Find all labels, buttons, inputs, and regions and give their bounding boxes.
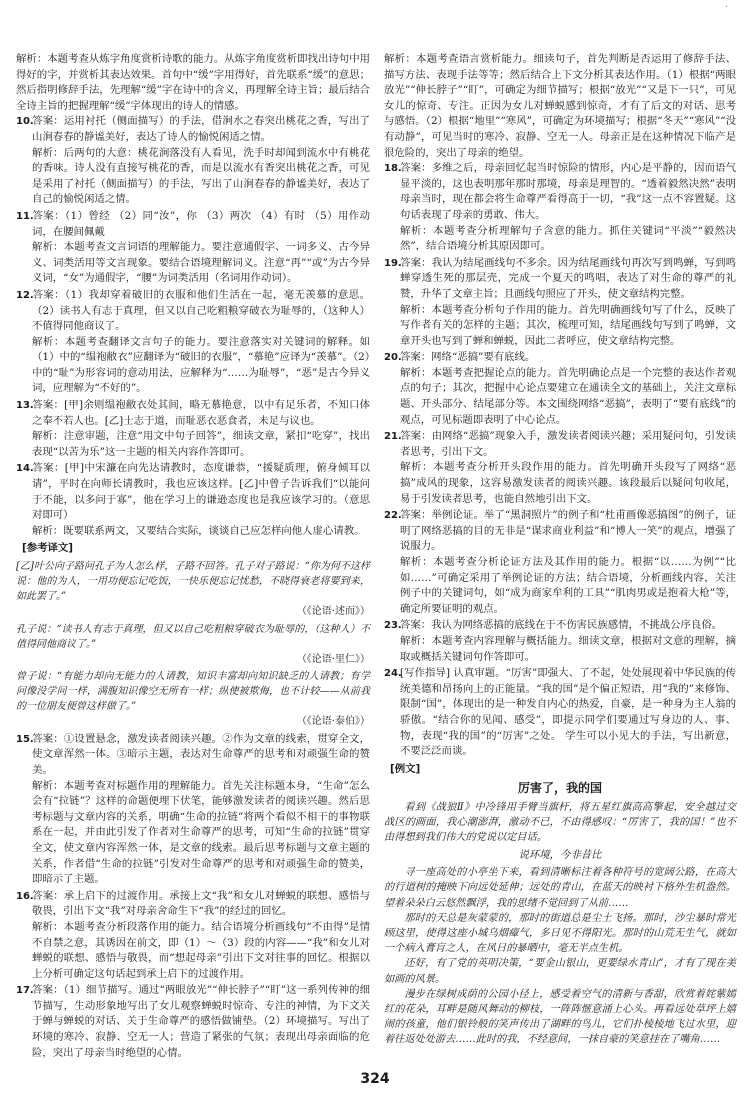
answer-text: 答案：举例论证。举了“黑洞照片”的例子和“杜甫画像恶搞图”的例子，证明了网络恶搞的目的无非是“谋求商业利益”和“博人一笑”的观点，增强了说服力。	[400, 509, 736, 553]
example-essay-heading: [例文]	[390, 762, 421, 775]
answer-14	[16, 461, 370, 539]
answer-text: 答案：运用衬托（侧面描写）的手法，借涧水之春突出桃花之香，写出了山涧春春的静谧美好，表达了诗人的愉悦闲适之情。	[32, 115, 370, 143]
analysis-text: 解析：后两句的大意：桃花涧落没有人看见，洗手时却闻到流水中有桃花的香味。诗人没有直接写桃花的香，而是以流水有香突出桃花之香，可见是采用了衬托（侧面描写）的手法，写出了山涧春春的静谧美好，表达了自己的愉悦闲适之情。	[32, 146, 370, 206]
answer-number: 19.	[384, 257, 402, 269]
example-essay	[384, 800, 736, 1048]
analysis-text: 解析：注意审题，注意“用文中句子回答”，细读文章，紧扣“吃穿”，找出表现“以苦为乐”这一主题的相关内容作答即可。	[32, 430, 370, 458]
analysis-text: 解析：本题考查分析理解句子含意的能力。抓住关键词“平淡”“毅然决然”，结合语境分析其原因即可。	[400, 224, 736, 253]
essay-paragraph: 那时的天总是灰蒙蒙的，那时的街道总是尘土飞扬。那时，沙尘暴时常光顾这里，使得这座小城乌烟瘴气，多日见不得阳光。那时的山荒无生气，就如一个病入膏肓之人，在风日的暴晒中，毫无半点生机。	[384, 912, 736, 955]
analysis-17: 解析：本题考查语言赏析能力。细读句子，首先判断是否运用了修辞手法、描写方法、表现手法等等；然后结合上下文分析其表达作用。（1）根据“两眼放光”“伸长脖子”“盯”，可确定为细节描写；根据“放光”“又是下一只”，可见女儿的惊奇、专注。正因为女儿对蝉蜕感到惊奇，才有了后文的对话、思考与感悟。（2）根据“地里”“寒风”，可确定为环境描写；根据“冬天”“寒风”“没有动静”，可见当时的寒冷、寂静、空无一人。母亲正是在这种情况下临产是很危险的，突出了母亲的绝望。	[384, 53, 736, 159]
answer-text: 答案：（1）我却穿着破旧的衣服和他们生活在一起，毫无羡慕的意思。（2）读书人有志于真理，但又以自己吃粗粮穿破衣为耻辱的，（这种人）不值得同他商议了。	[32, 288, 370, 333]
corner-mark: ·	[724, 2, 728, 13]
essay-paragraph: 漫步在绿树成荫的公园小径上，感受着空气的清新与香甜，欣赏着姹紫嫣红的花朵，耳畔是随风舞动的柳枝，一阵阵惬意涌上心头。再看远处草坪上嬉闹的孩童，他们银铃般的笑声传出了湖畔的鸟儿，它们扑棱棱地飞过水里，迎着往返处处游去……此时的我，不经意间，一抹自豪的笑意挂在了嘴角……	[384, 988, 736, 1046]
answer-number: 15.	[16, 733, 34, 745]
left-column	[16, 52, 370, 1062]
essay-paragraph: 还好，有了党的英明决策，“要金山银山，更要绿水青山”，才有了现在美如画的风景。	[384, 958, 736, 985]
answer-19	[384, 256, 736, 350]
analysis-text: 解析：本题考查分析开头段作用的能力。首先明确开头段写了网络“恶搞”成风的现象，这容易激发读者的阅读兴趣。该段最后以疑问句收尾，易于引发读者思考，也能自然地引出下文。	[400, 461, 736, 505]
answer-text: 答案：承上启下的过渡作用。承接上文“我”和女儿对蝉蜕的联想、感悟与敬畏，引出下文“我”对母亲舍命生下“我”的经过的回忆。	[32, 889, 370, 918]
analysis-text: 解析：本题考查翻译文言句子的能力。要注意落实对关键词的解释。如（1）中的“缊袍敝衣”应翻译为“破旧的衣服”，“慕艳”应译为“羡慕”。（2）中的“耻”为形容词的意动用法，应解释为“……为耻辱”，“恶”是古今异义词，应理解为“不好的”。	[32, 335, 370, 395]
answer-number: 16.	[16, 890, 34, 902]
analysis-text: 解析：本题考查分析段落作用的能力。结合语境分析画线句“不由得”是情不自禁之意，其诱因在前文，即（1）～（3）段的内容——“我”和女儿对蝉蜕的联想、感悟与敬畏，而“想起母亲”引出下文对往事的回忆。根据以上分析可确定这句话起到承上启下的过渡作用。	[32, 920, 370, 980]
answer-number: 11.	[16, 210, 34, 222]
page-number: 324	[360, 1071, 390, 1087]
citation: （《论语·泰伯》）	[296, 716, 370, 728]
answer-text: 答案：（1）曾经 （2）同“汝”，你 （3）两次 （4）有时 （5）用作动词，在腰间佩戴	[32, 209, 370, 238]
reference-translation-heading: [参考译文]	[22, 542, 74, 555]
answer-number: 13.	[16, 400, 34, 412]
analysis-text: 解析：既要联系两文，又要结合实际，谈谈自己应怎样向他人虚心请教。	[32, 524, 365, 537]
translation-paragraph: 孔子说：“读书人有志于真理，但又以自己吃粗粮穿破衣为耻辱的，（这种人）不值得同他商议了。”	[16, 623, 370, 650]
answer-number: 20.	[384, 352, 402, 364]
answer-21	[384, 429, 736, 507]
answer-number: 18.	[384, 163, 402, 175]
answer-18	[384, 161, 736, 255]
citation: （《论语·里仁》）	[296, 653, 370, 665]
essay-subheading: 说环境，今非昔比	[518, 848, 602, 861]
analysis-text: 解析：本题考查分析论证方法及其作用的能力。根据“以……为例”“比如……”可确定采用了举例论证的方法；结合语境，分析画线内容，关注例子中的关键词句，如“成为商家牟利的工具”“肌肉男或是抱着大枪”等，确定所要证明的观点。	[400, 556, 736, 615]
analysis-text: 解析：本题考查文言词语的理解能力。要注意通假字、一词多义、古今异义、词类活用等文言现象。要结合语境理解词义。注意“再”“或”为古今异义词，“女”为通假字，“腰”为词类活用（名词用作动词）。	[32, 241, 370, 285]
essay-paragraph: 寻一座高处的小亭坐下来，看到清晰标注着各种符号的宽阔公路，在高大的行道树的掩映下向远处延伸；远处的青山，在蓝天的映衬下格外生机盎然。望着朵朵白云悠然飘浮，我的思绪不觉回到了从前……	[384, 867, 736, 909]
answer-text: 答案：网络“恶搞”要有底线。	[400, 351, 536, 364]
answer-number: 10.	[16, 116, 34, 128]
answer-text: 答案：[甲]余则缊袍敝衣处其间，略无慕艳意，以中有足乐者，不知口体之奉不若人也。[乙]士志于道，而耻恶衣恶食者，未足与议也。	[32, 399, 370, 427]
translation-paragraph: [乙]叶公向子路问孔子为人怎么样，子路不回答。孔子对子路说：“你为何不这样说：他的为人，一用功便忘记吃饭，一快乐便忘记忧愁，不晓得衰老将要到来，如此罢了。”	[16, 561, 370, 602]
answer-text: 答案：[甲]中宋濂在向先达请教时，态度谦恭，“援疑质理，俯身倾耳以请”，平时在向师长请教时，我也应该这样。[乙]中曾子告诉我们“以能问于不能，以多问于寡”，他在学习上的谦逊态度也是我应该学习的。（意思对即可）	[32, 462, 370, 522]
answer-number: 14.	[16, 463, 34, 475]
answer-11	[16, 209, 370, 287]
answer-20	[384, 350, 736, 428]
answer-text: 答案：①设置悬念，激发读者阅读兴趣。②作为文章的线索，贯穿全文，使文章浑然一体。③暗示主题，表达对生命尊严的思考和对顽强生命的赞美。	[32, 732, 370, 776]
writing-guide-text: [写作指导] 认真审题。“厉害”即强大、了不起，处处展现着中华民族的传统美德和昂扬向上的正能量。“我的国”是个偏正短语，用“我的”来修饰、限制“国”，体现出的是一种发自内心的热爱，自豪，是一种身为主人翁的骄傲。“结合你的见闻、感受”，即提示同学们要通过写身边的人、事、物，表现“我的国”的“厉害”之处。 学生可以小见大的手法，写出新意，不要泛泛而谈。	[400, 667, 736, 758]
answer-text: 答案：（1）细节描写。通过“两眼放光”“伸长脖子”“盯”这一系列传神的细节描写，生动形象地写出了女儿观察蝉蜕时惊奇、专注的神情，为下文关于蝉与蝉蜕的对话、关于生命尊严的感悟做铺垫。（2）环境描写。写出了环境的寒冷、寂静、空无一人；营造了紧张的气氛；表现出母亲面临的危险，突出了母亲当时绝望的心情。	[32, 984, 370, 1059]
answer-number: 24.	[384, 668, 402, 680]
answer-number: 22.	[384, 510, 402, 522]
analysis-text: 解析：本题考查分析句子作用的能力。首先明确画线句写了什么，反映了写作者有关的怎样的主题；其次，梳理可知，结尾画线句写到了鸣蝉，文章开头也写到了蝉和蝉蜕，因此二者呼应，使文章结构完整。	[400, 303, 736, 347]
answer-intro-analysis: 解析：本题考查从炼字角度赏析诗歌的能力。从炼字角度赏析即找出诗句中用得好的字，并赏析其表达效果。首句中“缓”字用得好，首先联系“缓”的意思；然后指明修辞手法，先理解“缓”字在诗中的含义，再理解全诗主旨；最后结合全诗主旨的把握理解“缓”字体现出的诗人的情感。	[16, 53, 370, 112]
answer-text: 答案：多维之后，母亲回忆起当时惊险的情形，内心是平静的，因而语气显平淡的，这也表明那年那时那境，母亲是理智的。“透着毅然决然”表明母亲当时，现在都会将生命尊严看得高于一切，“我”这一点不容置疑。这句话表现了母亲的勇敢、伟大。	[400, 162, 736, 221]
answer-number: 23.	[384, 620, 402, 632]
answer-22	[384, 508, 736, 617]
answer-text: 答案：我认为网络恶搞的底线在于不伤害民族感情，不挑战公序良俗。	[400, 619, 723, 632]
translation-paragraph: 曾子说：“有能力却向无能力的人请教，知识丰富却向知识缺乏的人请教；有学问像没学问一样，满腹知识像空无所有一样；纵使被欺侮，也不计较——从前我的一位朋友便曾这样做了。”	[16, 671, 370, 713]
essay-paragraph: 看到《战狼Ⅱ》中冷锋用手臂当旗杆，将五星红旗高高擎起，安全越过交战区的画面，我心潮澎湃，激动不已，不由得感叹：“厉害了，我的国！”也不由得想到我们伟大的党说以定目话。	[384, 801, 736, 844]
answer-number: 12.	[16, 289, 34, 301]
answer-10	[16, 114, 370, 208]
answer-12	[16, 288, 370, 397]
analysis-text: 解析：本题考查内容理解与概括能力。细读文章，根据对文意的理解，摘取或概括关键词句作答即可。	[400, 634, 736, 663]
answer-text: 答案：我认为结尾画线句不多余。因为结尾画线句再次写到鸣蝉，写到鸣蝉穿透生死的那层壳，完成一个夏天的鸣唱，表达了对生命的尊严的礼赞，升华了文章主旨；且画线句照应了开头，使文章结构完整。	[400, 256, 736, 300]
answer-15	[16, 732, 370, 888]
essay-title: 厉害了，我的国	[517, 781, 602, 796]
answer-number: 17.	[16, 985, 34, 997]
analysis-text: 解析：本题考查对标题作用的理解能力。首先关注标题本身，“生命”怎么会有“拉链”？这样的命题便埋下伏笔，能够激发读者的阅读兴趣。然后思考标题与文章内容的关系，明确“生命的拉链”将两个看似不相干的事物联系在一起，并由此引发了作者对生命尊严的思考，可知“生命的拉链”贯穿全文，使文章内容浑然一体，是文章的线索。最后思考标题与文章主题的关系，作者借“生命的拉链”引发对生命尊严的思考和对顽强生命的赞美，即暗示了主题。	[32, 779, 370, 886]
right-column	[384, 52, 736, 1048]
answer-13	[16, 398, 370, 460]
answer-number: 21.	[384, 431, 402, 443]
answer-16	[16, 889, 370, 983]
analysis-text: 解析：本题考查把握论点的能力。首先明确论点是一个完整的表达作者观点的句子；其次，把握中心论点要建立在通读全文的基础上，关注文章标题、开头部分、结尾部分等。本文围绕网络“恶搞”，表明了“要有底线”的观点，可见标题即表明了中心论点。	[400, 366, 736, 426]
answer-24	[384, 666, 736, 760]
answer-23	[384, 618, 736, 665]
citation: （《论语·述而》）	[296, 606, 370, 617]
answer-text: 答案：由网络“恶搞”现象入手，激发读者阅读兴趣；采用疑问句，引发读者思考，引出下文。	[400, 430, 736, 458]
answer-17	[16, 983, 370, 1061]
